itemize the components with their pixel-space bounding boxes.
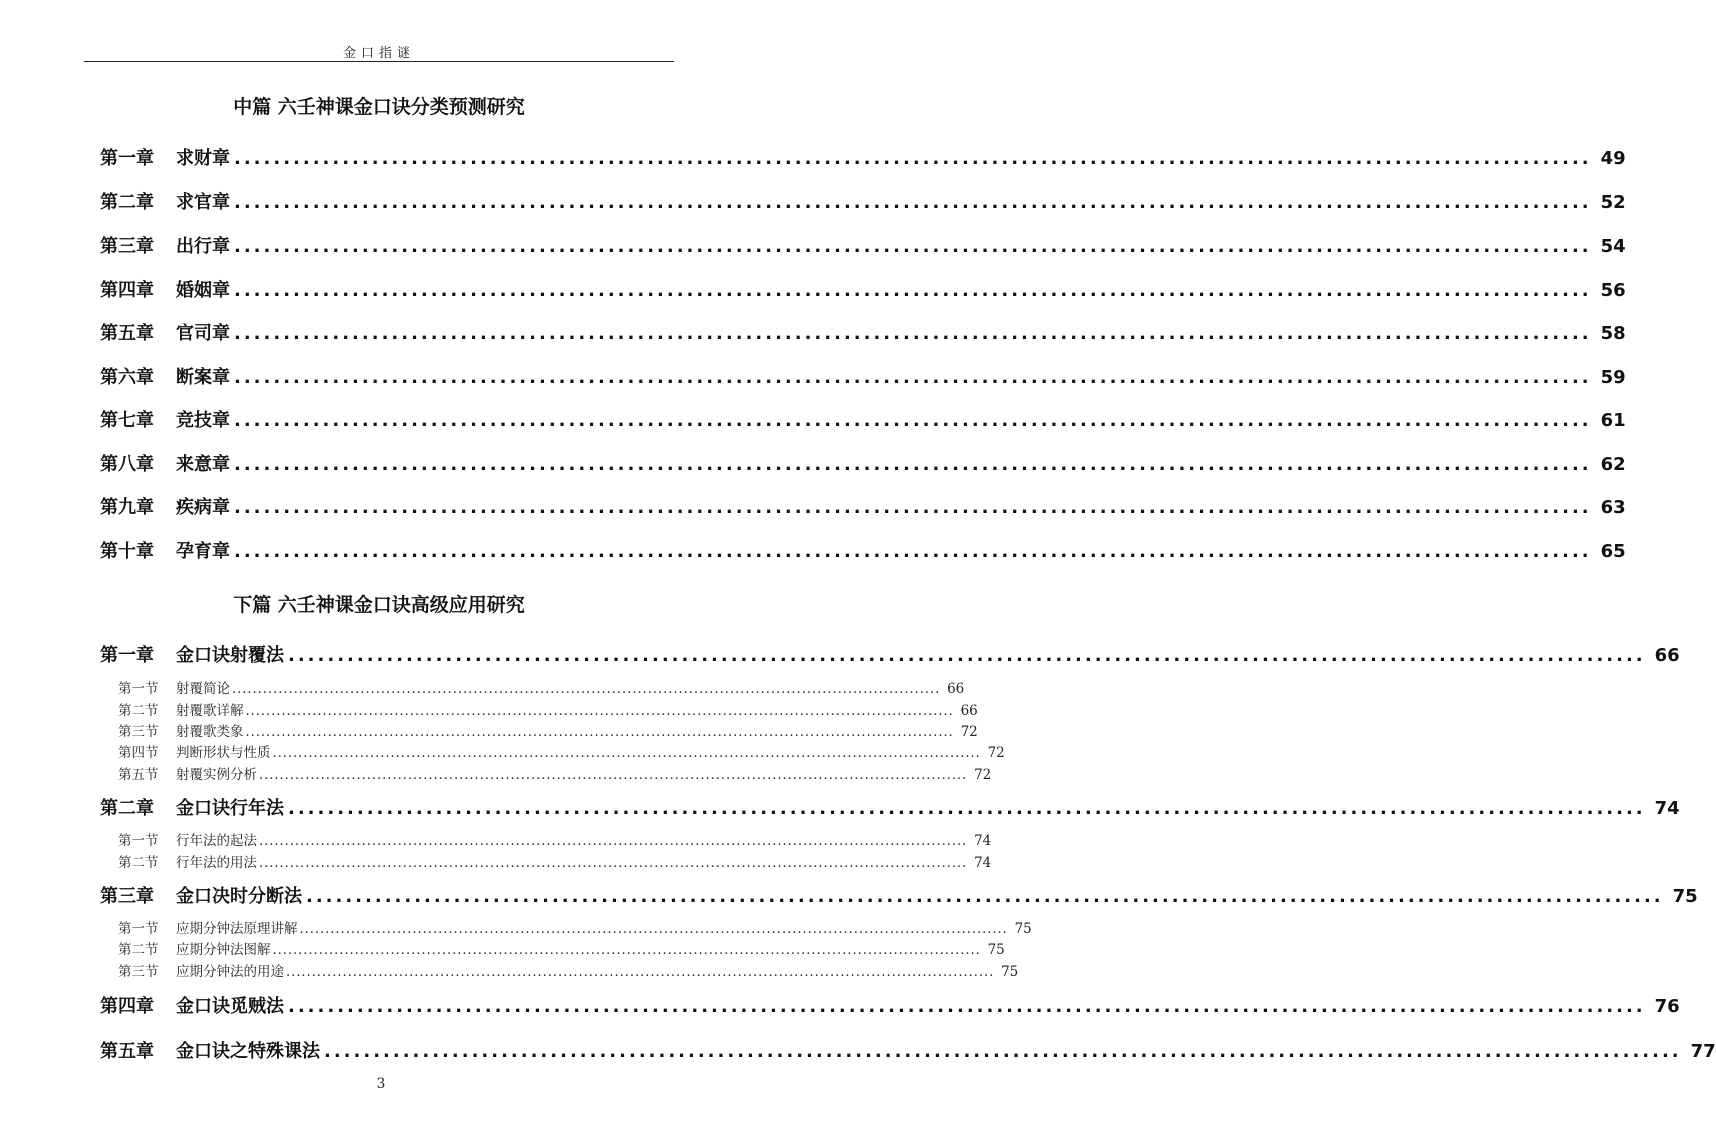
dot-leader: ..........................................................................................................................................: [232, 682, 941, 697]
chapter-title: 金口决时分断法: [176, 886, 302, 907]
section-title: 射覆歌类象: [176, 724, 244, 740]
chapter-title: 来意章: [176, 454, 230, 475]
chapter-title: 金口诀之特殊课法: [176, 1041, 320, 1062]
chapter-title: 官司章: [176, 323, 230, 344]
dot-leader: ..........................................................................................................................................: [234, 541, 1592, 562]
toc-chapter-entry[interactable]: [100, 276, 1626, 302]
dot-leader: ..........................................................................................................................................: [288, 798, 1646, 819]
section-title: 行年法的用法: [176, 855, 257, 871]
running-header: 金口指谜: [342, 46, 415, 61]
chapter-number: 第九章: [100, 497, 154, 518]
chapter-number: 第四章: [100, 280, 154, 301]
chapter-number: 第四章: [100, 996, 154, 1017]
chapter-number: 第五章: [100, 1041, 154, 1062]
chapter-page-number: 75: [1672, 886, 1698, 907]
chapter-page-number: 77: [1690, 1041, 1716, 1062]
section-page-number: 74: [974, 833, 992, 849]
dot-leader: ..........................................................................................................................................: [234, 454, 1592, 475]
toc-section-entry[interactable]: [118, 960, 1019, 980]
section-title: 应期分钟法的用途: [176, 964, 284, 980]
dot-leader: ..........................................................................................................................................: [299, 922, 1008, 937]
chapter-number: 第八章: [100, 454, 154, 475]
section-page-number: 66: [947, 681, 965, 697]
chapter-page-number: 63: [1600, 497, 1626, 518]
chapter-number: 第一章: [100, 148, 154, 169]
section-number: 第二节: [118, 703, 159, 719]
chapter-page-number: 76: [1654, 996, 1680, 1017]
dot-leader: ..........................................................................................................................................: [234, 410, 1592, 431]
dot-leader: ..........................................................................................................................................: [272, 943, 981, 958]
section-page-number: 75: [1001, 964, 1019, 980]
section-title: 射覆歌详解: [176, 703, 244, 719]
section-title: 应期分钟法原理讲解: [176, 921, 298, 937]
section-page-number: 72: [987, 745, 1005, 761]
dot-leader: ..........................................................................................................................................: [324, 1041, 1682, 1062]
chapter-title: 金口诀行年法: [176, 798, 284, 819]
part-title-lower: 下篇 六壬神课金口诀高级应用研究: [233, 594, 525, 616]
toc-chapter-entry[interactable]: [100, 144, 1626, 170]
dot-leader: ..........................................................................................................................................: [234, 148, 1592, 169]
section-title: 判断形状与性质: [176, 745, 271, 761]
toc-chapter-entry[interactable]: [100, 641, 1680, 667]
chapter-page-number: 56: [1600, 280, 1626, 301]
chapter-page-number: 59: [1600, 367, 1626, 388]
section-number: 第一节: [118, 833, 159, 849]
chapter-page-number: 52: [1600, 192, 1626, 213]
chapter-page-number: 74: [1654, 798, 1680, 819]
toc-section-entry[interactable]: [118, 677, 965, 697]
section-title: 射覆简论: [176, 681, 230, 697]
dot-leader: ..........................................................................................................................................: [259, 856, 968, 871]
toc-section-entry[interactable]: [118, 741, 1005, 761]
section-page-number: 72: [974, 767, 992, 783]
section-number: 第一节: [118, 681, 159, 697]
dot-leader: ..........................................................................................................................................: [286, 965, 995, 980]
toc-section-entry[interactable]: [118, 851, 992, 871]
chapter-number: 第三章: [100, 236, 154, 257]
dot-leader: ..........................................................................................................................................: [234, 323, 1592, 344]
section-number: 第二节: [118, 855, 159, 871]
toc-chapter-entry[interactable]: [100, 493, 1626, 519]
section-number: 第三节: [118, 964, 159, 980]
dot-leader: ..........................................................................................................................................: [245, 725, 954, 740]
dot-leader: ..........................................................................................................................................: [288, 645, 1646, 666]
section-page-number: 74: [974, 855, 992, 871]
dot-leader: ..........................................................................................................................................: [245, 704, 954, 719]
chapter-title: 孕育章: [176, 541, 230, 562]
part-title-middle: 中篇 六壬神课金口诀分类预测研究: [233, 96, 525, 118]
chapter-title: 婚姻章: [176, 280, 230, 301]
dot-leader: ..........................................................................................................................................: [234, 367, 1592, 388]
toc-chapter-entry[interactable]: [100, 1037, 1716, 1063]
section-page-number: 75: [1014, 921, 1032, 937]
section-page-number: 72: [960, 724, 978, 740]
section-title: 应期分钟法图解: [176, 942, 271, 958]
dot-leader: ..........................................................................................................................................: [234, 192, 1592, 213]
dot-leader: ..........................................................................................................................................: [259, 834, 968, 849]
chapter-title: 求官章: [176, 192, 230, 213]
chapter-number: 第七章: [100, 410, 154, 431]
chapter-title: 断案章: [176, 367, 230, 388]
dot-leader: ..........................................................................................................................................: [306, 886, 1664, 907]
toc-section-entry[interactable]: [118, 917, 1032, 937]
dot-leader: ..........................................................................................................................................: [288, 996, 1646, 1017]
dot-leader: ..........................................................................................................................................: [234, 236, 1592, 257]
chapter-title: 疾病章: [176, 497, 230, 518]
toc-chapter-entry[interactable]: [100, 188, 1626, 214]
dot-leader: ..........................................................................................................................................: [259, 768, 968, 783]
toc-section-entry[interactable]: [118, 720, 978, 740]
chapter-page-number: 58: [1600, 323, 1626, 344]
dot-leader: ..........................................................................................................................................: [234, 497, 1592, 518]
chapter-number: 第三章: [100, 886, 154, 907]
toc-chapter-entry[interactable]: [100, 882, 1698, 908]
toc-chapter-entry[interactable]: [100, 406, 1626, 432]
chapter-title: 竞技章: [176, 410, 230, 431]
chapter-page-number: 66: [1654, 645, 1680, 666]
section-number: 第三节: [118, 724, 159, 740]
toc-chapter-entry[interactable]: [100, 537, 1626, 563]
chapter-number: 第一章: [100, 645, 154, 666]
toc-section-entry[interactable]: [118, 699, 978, 719]
section-title: 射覆实例分析: [176, 767, 257, 783]
section-number: 第五节: [118, 767, 159, 783]
toc-section-entry[interactable]: [118, 829, 992, 849]
toc-chapter-entry[interactable]: [100, 363, 1626, 389]
toc-chapter-entry[interactable]: [100, 992, 1680, 1018]
header-rule: [84, 61, 674, 62]
chapter-title: 出行章: [176, 236, 230, 257]
chapter-number: 第二章: [100, 798, 154, 819]
dot-leader: ..........................................................................................................................................: [272, 746, 981, 761]
chapter-page-number: 65: [1600, 541, 1626, 562]
toc-section-entry[interactable]: [118, 763, 992, 783]
chapter-title: 金口诀觅贼法: [176, 996, 284, 1017]
chapter-number: 第六章: [100, 367, 154, 388]
toc-section-entry[interactable]: [118, 938, 1005, 958]
chapter-title: 金口诀射覆法: [176, 645, 284, 666]
chapter-number: 第十章: [100, 541, 154, 562]
toc-chapter-entry[interactable]: [100, 319, 1626, 345]
chapter-number: 第二章: [100, 192, 154, 213]
chapter-page-number: 54: [1600, 236, 1626, 257]
section-page-number: 66: [960, 703, 978, 719]
page-number: 3: [376, 1076, 386, 1092]
section-number: 第四节: [118, 745, 159, 761]
chapter-number: 第五章: [100, 323, 154, 344]
chapter-page-number: 61: [1600, 410, 1626, 431]
section-page-number: 75: [987, 942, 1005, 958]
toc-chapter-entry[interactable]: [100, 232, 1626, 258]
dot-leader: ..........................................................................................................................................: [234, 280, 1592, 301]
section-number: 第一节: [118, 921, 159, 937]
section-number: 第二节: [118, 942, 159, 958]
chapter-title: 求财章: [176, 148, 230, 169]
toc-chapter-entry[interactable]: [100, 794, 1680, 820]
toc-chapter-entry[interactable]: [100, 450, 1626, 476]
chapter-page-number: 49: [1600, 148, 1626, 169]
section-title: 行年法的起法: [176, 833, 257, 849]
chapter-page-number: 62: [1600, 454, 1626, 475]
